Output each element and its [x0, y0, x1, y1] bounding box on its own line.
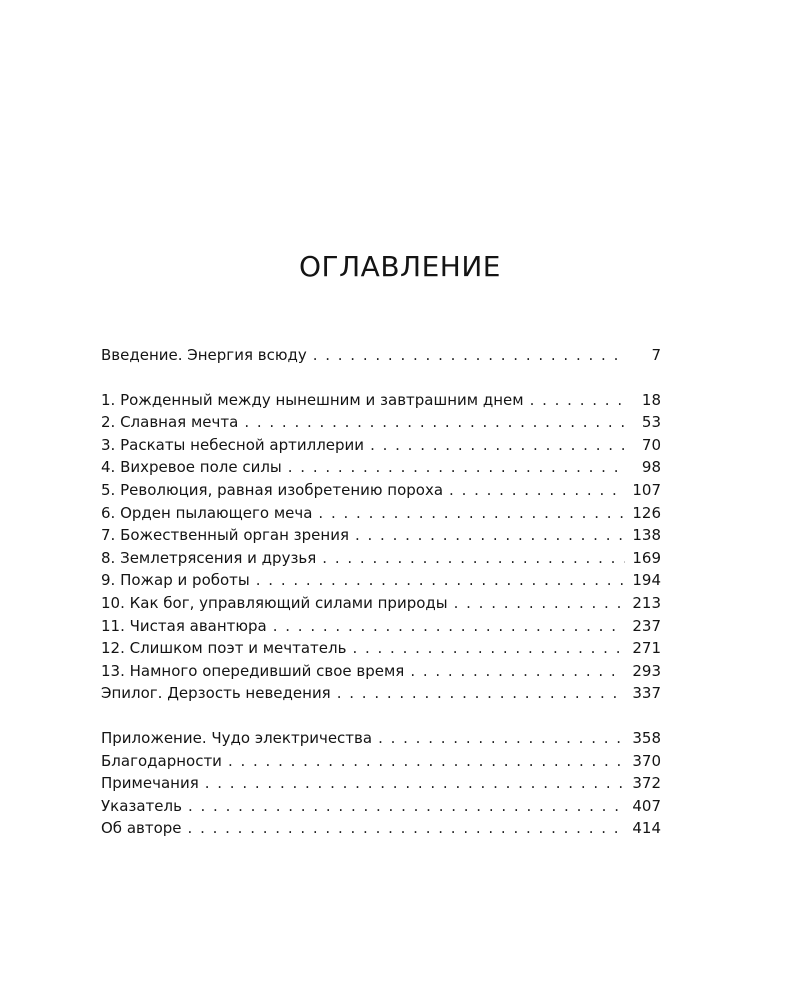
toc-entry-title: Примечания: [101, 774, 199, 793]
toc-entry[interactable]: [101, 547, 661, 570]
toc-entry[interactable]: [101, 502, 661, 525]
toc-entry[interactable]: [101, 682, 661, 705]
toc-entry-page: 358: [632, 728, 661, 747]
dot-leader: [370, 434, 625, 457]
toc-entry[interactable]: [101, 727, 661, 750]
dot-leader: [244, 411, 625, 434]
toc-entry-title: 11. Чистая авантюра: [101, 616, 267, 635]
toc-entry-title: Об авторе: [101, 819, 182, 838]
toc-entry[interactable]: [101, 795, 661, 818]
dot-leader: [256, 569, 625, 592]
dot-leader: [228, 750, 625, 773]
toc-entry-title: 2. Славная мечта: [101, 413, 239, 432]
dot-leader: [313, 344, 625, 367]
toc-entry-title: 4. Вихревое поле силы: [101, 458, 282, 477]
toc-entry-page: 7: [651, 346, 661, 364]
toc-entry[interactable]: [101, 344, 661, 367]
toc-entry[interactable]: [101, 569, 661, 592]
dot-leader: [288, 456, 625, 479]
toc-entry-page: 107: [632, 480, 661, 499]
toc-entry-page: 194: [632, 571, 661, 590]
toc-entry[interactable]: [101, 434, 661, 457]
toc-entry[interactable]: [101, 411, 661, 434]
toc-entry-page: 271: [632, 639, 661, 658]
toc-entry-page: 169: [632, 548, 661, 567]
toc-entry-title: 13. Намного опередивший свое время: [101, 661, 405, 680]
toc-entry-title: 1. Рожденный между нынешним и завтрашним днем: [101, 390, 524, 409]
toc-entry[interactable]: [101, 456, 661, 479]
dot-leader: [322, 547, 625, 570]
toc-group: [101, 389, 661, 705]
dot-leader: [273, 615, 625, 638]
toc-entry[interactable]: [101, 615, 661, 638]
dot-leader: [352, 637, 625, 660]
toc-entry-page: 126: [632, 503, 661, 522]
dot-leader: [378, 727, 625, 750]
toc-entry-page: 414: [632, 819, 661, 838]
toc-entry-title: 10. Как бог, управляющий силами природы: [101, 593, 448, 612]
toc-entry-title: Введение. Энергия всюду: [101, 346, 307, 364]
toc-entry[interactable]: [101, 660, 661, 683]
toc-entry-title: 7. Божественный орган зрения: [101, 526, 349, 545]
dot-leader: [454, 592, 625, 615]
page-title: ОГЛАВЛЕНИЕ: [299, 250, 501, 283]
toc-entry[interactable]: [101, 524, 661, 547]
toc-entry-title: 9. Пожар и роботы: [101, 571, 250, 590]
toc-entry-page: 337: [632, 684, 661, 703]
toc-entry-page: 237: [632, 616, 661, 635]
toc-entry-page: 70: [641, 435, 661, 454]
dot-leader: [355, 524, 625, 547]
dot-leader: [449, 479, 625, 502]
toc-entry-page: 407: [632, 796, 661, 815]
dot-leader: [410, 660, 625, 683]
table-of-contents: [101, 344, 661, 862]
dot-leader: [188, 817, 625, 840]
toc-entry[interactable]: [101, 817, 661, 840]
toc-entry-title: 12. Слишком поэт и мечтатель: [101, 639, 347, 658]
toc-entry-title: Благодарности: [101, 751, 222, 770]
dot-leader: [205, 772, 625, 795]
dot-leader: [188, 795, 625, 818]
toc-entry-title: Приложение. Чудо электричества: [101, 728, 373, 747]
toc-entry-page: 18: [641, 390, 661, 409]
toc-entry-title: 5. Революция, равная изобретению пороха: [101, 480, 444, 499]
toc-entry-title: 3. Раскаты небесной артиллерии: [101, 435, 365, 454]
toc-entry-title: Указатель: [101, 796, 182, 815]
toc-entry-page: 213: [632, 593, 661, 612]
toc-entry-title: 8. Землетрясения и друзья: [101, 548, 317, 567]
toc-entry[interactable]: [101, 479, 661, 502]
toc-entry-page: 53: [641, 413, 661, 432]
toc-entry-page: 370: [632, 751, 661, 770]
toc-entry-page: 372: [632, 774, 661, 793]
toc-entry-page: 138: [632, 526, 661, 545]
toc-entry-title: 6. Орден пылающего меча: [101, 503, 313, 522]
toc-entry-page: 98: [641, 458, 661, 477]
toc-entry-page: 293: [632, 661, 661, 680]
toc-group: [101, 727, 661, 840]
toc-group: [101, 344, 661, 367]
toc-entry[interactable]: [101, 750, 661, 773]
dot-leader: [318, 502, 625, 525]
dot-leader: [530, 389, 625, 412]
toc-entry[interactable]: [101, 592, 661, 615]
toc-entry-title: Эпилог. Дерзость неведения: [101, 684, 331, 703]
dot-leader: [337, 682, 625, 705]
toc-entry[interactable]: [101, 389, 661, 412]
toc-entry[interactable]: [101, 637, 661, 660]
toc-entry[interactable]: [101, 772, 661, 795]
